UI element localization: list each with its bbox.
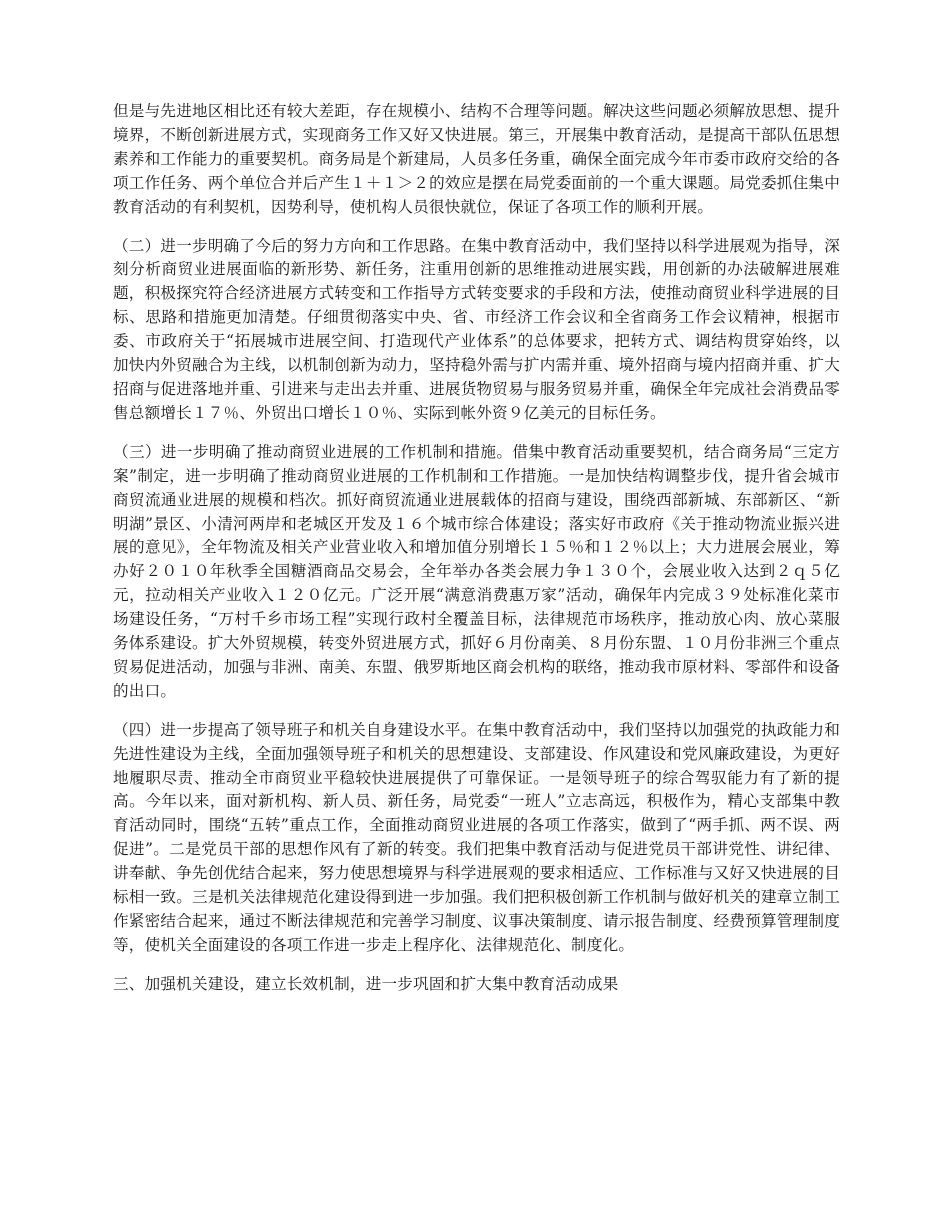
section-heading: 三、加强机关建设，建立长效机制，进一步巩固和扩大集中教育活动成果 [113,974,619,993]
paragraph-section-two: （二）进一步明确了今后的努力方向和工作思路。在集中教育活动中，我们坚持以科学进展观为指导，深刻分析商贸业进展面临的新形势、新任务，注重用创新的思维推动进展实践，用创新的办法破解进展难题，积极探究符合经济进展方式转变和工作指导方式转变要求的手段和方法，使推动商贸业科学进展的目标、思路和措施更加清楚。仔细贯彻落实中央、省、市经济工作会议和全省商务工作会议精神，根据市委、市政府关于“拓展城市进展空间、打造现代产业体系”的总体要求，把转方式、调结构贯穿始终，以加快内外贸融合为主线，以机制创新为动力，坚持稳外需与扩内需并重、境外招商与境内招商并重、扩大招商与促进落地并重、引进来与走出去并重、进展货物贸易与服务贸易并重，确保全年完成社会消费品零售总额增长１７％、外贸出口增长１０％、实际到帐外资９亿美元的目标任务。 [113,236,840,422]
paragraph-section-three: （三）进一步明确了推动商贸业进展的工作机制和措施。借集中教育活动重要契机，结合商务局“三定方案”制定，进一步明确了推动商贸业进展的工作机制和工作措施。一是加快结构调整步伐，提升省会城市商贸流通业进展的规模和档次。抓好商贸流通业进展载体的招商与建设，围绕西部新城、东部新区、“新明湖”景区、小清河两岸和老城区开发及１６个城市综合体建设；落实好市政府《关于推动物流业振兴进展的意见》，全年物流及相关产业营业收入和增加值分别增长１５％和１２％以上；大力进展会展业，筹办好２０１０年秋季全国糖酒商品交易会，全年举办各类会展力争１３０个，会展业收入达到２ｑ５亿元，拉动相关产业收入１２０亿元。广泛开展“满意消费惠万家”活动，确保年内完成３９处标准化菜市场建设任务，“万村千乡市场工程”实现行政村全覆盖目标，法律规范市场秩序，推动放心肉、放心菜服务体系建设。扩大外贸规模，转变外贸进展方式，抓好６月份南美、８月份东盟、１０月份非洲三个重点贸易促进活动，加强与非洲、南美、东盟、俄罗斯地区商会机构的联络，推动我市原材料、零部件和设备的出口。 [113,442,840,700]
document-body [113,100,840,997]
paragraph-section-four: （四）进一步提高了领导班子和机关自身建设水平。在集中教育活动中，我们坚持以加强党的执政能力和先进性建设为主线，全面加强领导班子和机关的思想建设、支部建设、作风建设和党风廉政建设，为更好地履职尽责、推动全市商贸业平稳较快进展提供了可靠保证。一是领导班子的综合驾驭能力有了新的提高。今年以来，面对新机构、新人员、新任务，局党委“一班人”立志高远，积极作为，精心支部集中教育活动同时，围绕“五转”重点工作，全面推动商贸业进展的各项工作落实，做到了“两手抓、两不误、两促进”。二是党员干部的思想作风有了新的转变。我们把集中教育活动与促进党员干部讲党性、讲纪律、讲奉献、争先创优结合起来，努力使思想境界与科学进展观的要求相适应、工作标准与又好又快进展的目标相一致。三是机关法律规范化建设得到进一步加强。我们把积极创新工作机制与做好机关的建章立制工作紧密结合起来，通过不断法律规范和完善学习制度、议事决策制度、请示报告制度、经费预算管理制度等，使机关全面建设的各项工作进一步走上程序化、法律规范化、制度化。 [113,720,840,954]
paragraph-opening: 但是与先进地区相比还有较大差距，存在规模小、结构不合理等问题。解决这些问题必须解放思想、提升境界，不断创新进展方式，实现商务工作又好又快进展。第三，开展集中教育活动，是提高干部队伍思想素养和工作能力的重要契机。商务局是个新建局，人员多任务重，确保全面完成今年市委市政府交给的各项工作任务、两个单位合并后产生１＋１＞２的效应是摆在局党委面前的一个重大课题。局党委抓住集中教育活动的有利契机，因势利导，使机构人员很快就位，保证了各项工作的顺利开展。 [113,102,840,216]
